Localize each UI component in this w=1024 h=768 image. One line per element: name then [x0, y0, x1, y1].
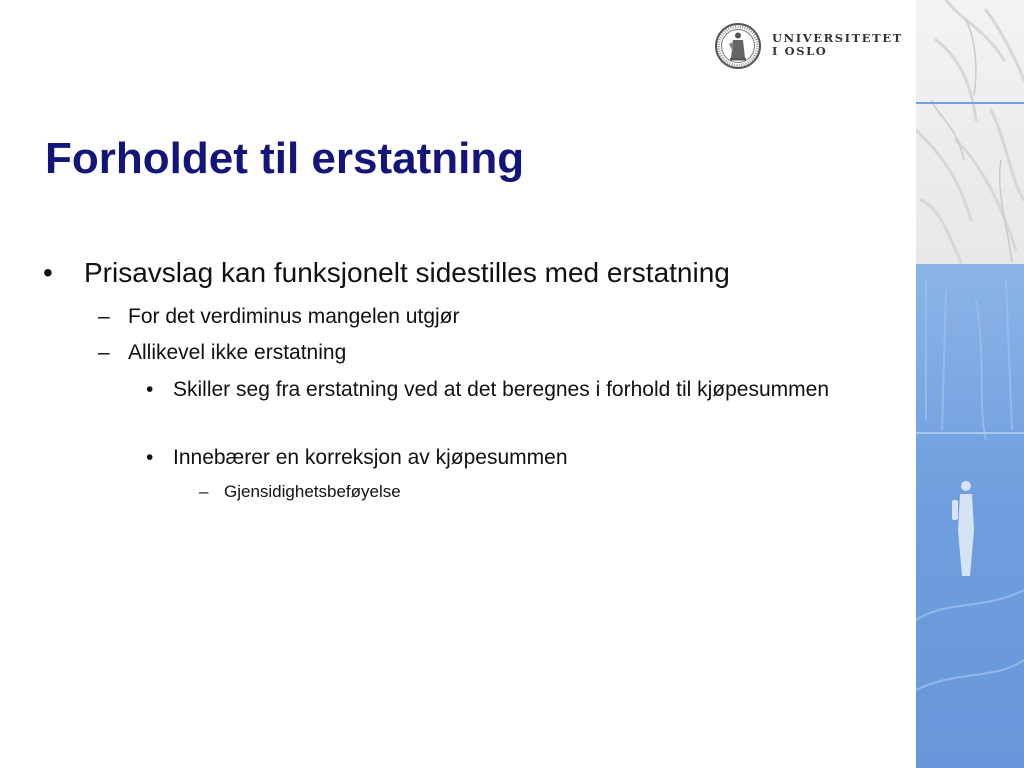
- bullet-marker: •: [146, 378, 154, 401]
- decorative-side-strip: [916, 0, 1024, 768]
- bullet-text: For det verdiminus mangelen utgjør: [128, 305, 460, 328]
- bullet-text: Skiller seg fra erstatning ved at det beregnes i forhold til kjøpesummen: [173, 378, 829, 401]
- dash-marker: –: [199, 482, 209, 501]
- accent-line: [916, 432, 1024, 434]
- slide-title: Forholdet til erstatning: [45, 134, 525, 183]
- logo-line-2: I OSLO: [772, 44, 828, 58]
- logo-line-1: UNIVERSITETET: [772, 31, 903, 45]
- university-seal-icon: [714, 22, 762, 70]
- university-logo: [714, 20, 904, 70]
- bullet-text: Prisavslag kan funksjonelt sidestilles med erstatning: [84, 257, 730, 288]
- dash-marker: –: [98, 341, 110, 364]
- dash-marker: –: [98, 305, 110, 328]
- bullet-marker: •: [43, 257, 53, 288]
- bullet-text: Innebærer en korreksjon av kjøpesummen: [173, 446, 568, 469]
- bullet-marker: •: [146, 446, 154, 469]
- statue-illustration: [916, 0, 1024, 768]
- bullet-text: Gjensidighetsbeføyelse: [224, 482, 401, 501]
- bullet-text: Allikevel ikke erstatning: [128, 341, 347, 364]
- accent-line: [916, 102, 1024, 104]
